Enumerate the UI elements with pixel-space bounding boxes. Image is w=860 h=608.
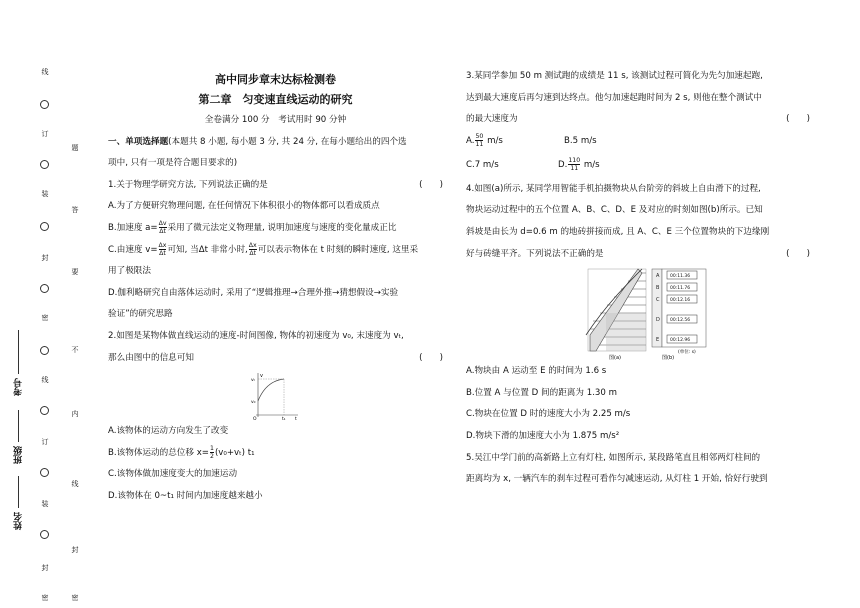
- q3-a-unit: m/s: [487, 135, 503, 146]
- seal-char: 封: [41, 564, 49, 572]
- q4-figure: [466, 265, 810, 361]
- class-line: [18, 410, 19, 442]
- seal-char: 装: [41, 190, 49, 198]
- q4-stem: 4.如图(a)所示, 某同学用智能手机拍摄物块从台阶旁的斜坡上自由滑下的过程,: [466, 183, 761, 194]
- binding-hole-icon: [40, 222, 49, 231]
- staircase-figure: [466, 265, 810, 361]
- pos-label: A: [656, 273, 660, 280]
- time-reading: 00:12.16: [670, 298, 691, 304]
- q4-option-a: A.物块由 A 运动至 E 的时间为 1.6 s: [466, 366, 607, 377]
- q3-stem-2: 达到最大速度后再匀速到达终点。他匀加速起跑时间为 2 s, 则他在整个测试中: [466, 92, 762, 103]
- q3-d-unit: m/s: [583, 159, 600, 170]
- q3-option-b: B.5 m/s: [564, 135, 597, 146]
- q4-option-c: C.物块在位置 D 时的速度大小为 2.25 m/s: [466, 409, 631, 420]
- seal-char: 线: [41, 68, 49, 76]
- axis-v: v: [260, 373, 263, 380]
- q1-option-c-2: 用了极限法: [108, 266, 151, 277]
- q1-b-post: 采用了微元法定义物理量, 说明加速度与速度的变化量成正比: [167, 222, 397, 233]
- seal-char: 内: [71, 410, 79, 418]
- seal-char: 不: [71, 346, 79, 354]
- q4-option-b: B.位置 A 与位置 D 间的距离为 1.30 m: [466, 387, 617, 398]
- pos-label: D: [656, 317, 660, 324]
- section-title: 一、单项选择题: [108, 136, 169, 147]
- q3-answer-paren: ( ): [786, 114, 810, 125]
- q1-c-frac2: [249, 242, 257, 257]
- time-reading: 00:12.56: [670, 318, 691, 324]
- q2-b-pre: B.该物体运动的总位移 x=: [108, 447, 209, 458]
- q4-answer-paren: ( ): [786, 248, 810, 259]
- q1-option-d: D.伽利略研究自由落体运动时, 采用了“逻辑推理→合理外推→猜想假设→实验: [108, 287, 399, 298]
- q4-stem-2: 物块运动过程中的五个位置 A、B、C、D、E 及对应的时刻如图(b)所示。已知: [466, 205, 763, 216]
- chapter-title: 第二章 匀变速直线运动的研究: [198, 93, 353, 106]
- q1-b-frac: [159, 220, 167, 235]
- q1-c-post: 可以表示物体在 t 时刻的瞬时速度, 这里采: [257, 244, 419, 255]
- frac-num: Δx: [158, 241, 167, 249]
- frac-den: Δt: [249, 249, 257, 257]
- q4-stem-3: 斜坡是由长为 d=0.6 m 的地砖拼接而成, 且 A、C、E 三个位置物块的下边缘刚: [466, 226, 770, 237]
- q1-option-a: A.为了方便研究物理问题, 在任何情况下体积很小的物体都可以看成质点: [108, 201, 380, 212]
- q3-options-row1: [466, 131, 810, 155]
- q4-stem-4: 好与砖缝平齐。下列说法不正确的是: [466, 248, 604, 259]
- seal-char: 订: [41, 130, 49, 138]
- q1-stem: 1.关于物理学研究方法, 下列说法正确的是: [108, 179, 268, 190]
- origin-label: O: [253, 417, 257, 422]
- figure-a: [586, 269, 646, 361]
- q1-c-pre: C.由速度 v=: [108, 244, 158, 255]
- frac-num: 50: [475, 132, 484, 140]
- binding-hole-icon: [40, 160, 49, 169]
- frac-num: 110: [568, 156, 581, 164]
- seal-char: 线: [71, 480, 79, 488]
- q3-stem: 3.某同学参加 50 m 测试跑的成绩是 11 s, 该测试过程可简化为先匀加速起跑,: [466, 71, 763, 81]
- seal-char: 密: [41, 314, 49, 322]
- seal-char: 密: [71, 594, 79, 602]
- axis-t: t: [295, 417, 297, 422]
- binding-hole-icon: [40, 468, 49, 477]
- binding-hole-icon: [40, 284, 49, 293]
- q4-option-d: D.物块下滑的加速度大小为 1.875 m/s²: [466, 430, 620, 441]
- time-reading: 00:11.36: [670, 274, 691, 280]
- class-label: 班级: [14, 446, 24, 464]
- section-desc-1: (本题共 8 小题, 每小题 3 分, 共 24 分, 在每小题给出的四个选: [168, 136, 407, 147]
- seal-char: 密: [41, 594, 49, 602]
- binding-hole-icon: [40, 346, 49, 355]
- seal-char: 订: [41, 438, 49, 446]
- q2-b-post: (v₀+vₜ) t₁: [214, 447, 255, 458]
- seal-char: 线: [41, 376, 49, 384]
- q2-option-c: C.该物体做加速度变大的加速运动: [108, 469, 238, 480]
- q3-stem-row: [466, 109, 810, 131]
- pos-label: C: [656, 297, 660, 304]
- right-column: [466, 66, 810, 491]
- binding-hole-icon: [40, 100, 49, 109]
- label-t1: t₁: [282, 417, 286, 422]
- q2-option-a: A.该物体的运动方向发生了改变: [108, 426, 229, 437]
- pos-label: B: [656, 285, 660, 292]
- q2-answer-paren: ( ): [419, 352, 443, 363]
- fig-a-caption: 图(a): [609, 355, 621, 362]
- vt-graph: [108, 369, 443, 421]
- binding-hole-icon: [40, 406, 49, 415]
- name-line: [18, 476, 19, 508]
- q4-stem-row: [466, 244, 810, 266]
- q1-option-b: [108, 218, 443, 240]
- figure-b: [652, 269, 706, 361]
- seal-line-inner: [68, 60, 82, 608]
- q3-option-d: [558, 155, 600, 177]
- fig-b-caption: 图(b): [662, 355, 675, 362]
- name-label: 姓名: [14, 512, 24, 530]
- frac-den: Δt: [159, 249, 166, 257]
- q2-stem: 2.如图是某物体做直线运动的速度-时间图像, 物体的初速度为 v₀, 末速度为 vₜ,: [108, 330, 404, 341]
- frac-num: Δx: [248, 241, 257, 249]
- section-desc: [108, 132, 443, 154]
- q2-figure: [108, 369, 443, 421]
- q2-b-frac: [210, 445, 214, 460]
- q2-option-b: [108, 443, 443, 465]
- q3-options-row2: [466, 155, 810, 179]
- seal-char: 封: [41, 254, 49, 262]
- frac-den: 11: [570, 164, 579, 172]
- q5-stem: 5.吴江中学门前的高新路上立有灯柱, 如图所示, 某段路笔直且相邻两灯柱间的: [466, 452, 761, 463]
- seal-char: 答: [71, 206, 79, 214]
- time-reading: 00:11.76: [670, 286, 691, 292]
- label-vt: vₜ: [251, 378, 255, 384]
- q1-option-d-2: 验证”的研究思路: [108, 309, 173, 320]
- q2-option-d: D.该物体在 0~t₁ 时间内加速度越来越小: [108, 490, 263, 501]
- unit-note: (单位: s): [678, 350, 696, 356]
- q1-stem-row: [108, 175, 443, 197]
- q3-stem-3: 的最大速度为: [466, 114, 518, 125]
- binding-hole-icon: [40, 530, 49, 539]
- frac-num: 1: [210, 444, 214, 452]
- q1-c-frac: [159, 242, 167, 257]
- q2-stem-2: 那么由图中的信息可知: [108, 352, 194, 363]
- seal-char: 题: [71, 144, 79, 152]
- q2-stem-row: [108, 348, 443, 370]
- q1-option-c: [108, 240, 443, 262]
- label-v0: v₀: [251, 400, 256, 406]
- seal-char: 要: [71, 268, 79, 276]
- pos-label: E: [656, 337, 660, 344]
- exam-title: 高中同步章末达标检测卷: [215, 73, 336, 86]
- seal-line-outer: [38, 60, 52, 608]
- frac-den: 2: [210, 452, 214, 460]
- exam-info: 全卷满分 100 分 考试用时 90 分钟: [204, 115, 347, 125]
- left-column: [108, 70, 443, 508]
- q1-answer-paren: ( ): [419, 179, 443, 190]
- frac-den: 11: [475, 140, 484, 148]
- frac-den: Δt: [159, 227, 166, 235]
- exam-number-label: 考号: [14, 378, 24, 396]
- q3-option-c: C.7 m/s: [466, 159, 499, 170]
- q1-c-mid: 可知, 当Δt 非常小时,: [167, 244, 248, 255]
- q3-d-pre: D.: [558, 159, 568, 170]
- q3-a-frac: [475, 133, 483, 148]
- exam-number-line: [18, 330, 19, 374]
- q3-d-frac: [568, 157, 580, 172]
- q3-option-a: [466, 132, 503, 148]
- section-desc-2: 项中, 只有一项是符合题目要求的): [108, 158, 238, 169]
- seal-char: 装: [41, 500, 49, 508]
- q3-a-pre: A.: [466, 135, 475, 146]
- frac-num: Δv: [158, 219, 167, 227]
- time-reading: 00:12.96: [670, 338, 691, 344]
- q1-b-pre: B.加速度 a=: [108, 222, 158, 233]
- q5-stem-2: 距离均为 x, 一辆汽车的刹车过程可看作匀减速运动, 从灯柱 1 开始, 恰好行驶到: [466, 474, 768, 485]
- seal-char: 封: [71, 546, 79, 554]
